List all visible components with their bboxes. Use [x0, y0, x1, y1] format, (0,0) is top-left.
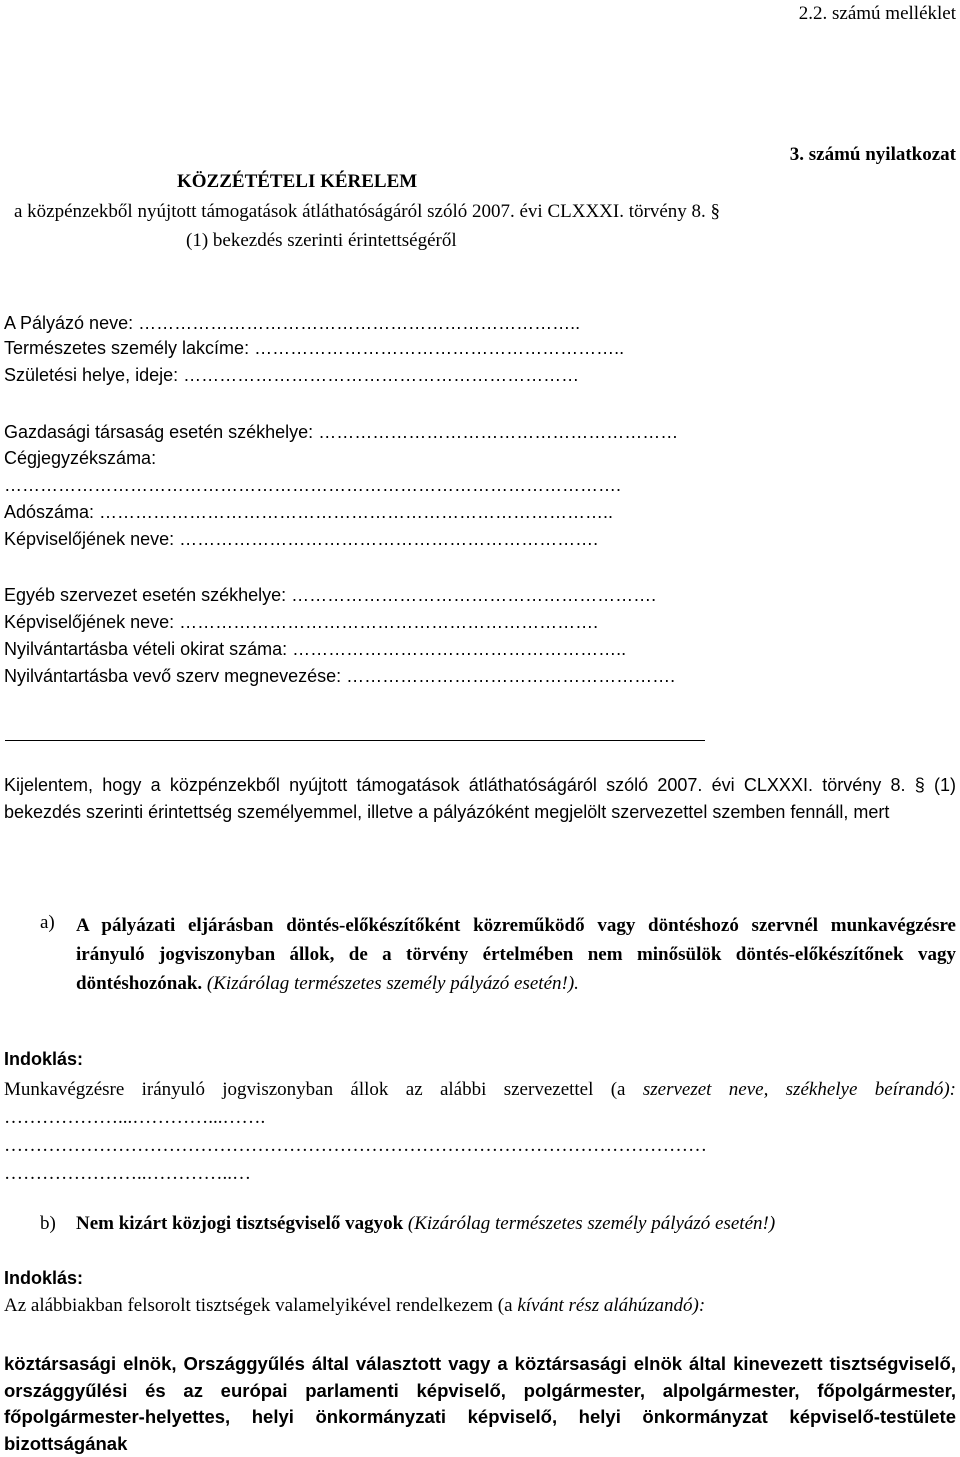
- item-b-italic-text: (Kizárólag természetes személy pályázó esetén!): [403, 1213, 776, 1234]
- field-fill-line[interactable]: …………………………………………………………….: [179, 612, 599, 632]
- document-subtitle-line2: (1) bekezdés szerinti érintettségéről: [186, 230, 457, 251]
- reasoning-a-heading: Indoklás:: [4, 1049, 84, 1069]
- field-label: Nyilvántartásba vevő szerv megnevezése:: [4, 666, 347, 686]
- field-label: Adószáma:: [4, 502, 100, 522]
- field-registration-number: [4, 637, 626, 661]
- reasoning-a-fill-1[interactable]: ………………...…………...…….: [4, 1107, 266, 1128]
- declaration-number: 3. számú nyilatkozat: [789, 144, 956, 165]
- field-company-registry-fill[interactable]: [4, 473, 621, 497]
- field-representative: [4, 527, 598, 551]
- field-fill-line[interactable]: ………………………………………………..: [292, 639, 627, 659]
- field-fill-line[interactable]: ……………………………………………………: [318, 422, 679, 442]
- reasoning-b-plain: Az alábbiakban felsorolt tisztségek valamelyikével rendelkezem (a: [4, 1295, 518, 1316]
- section-divider: [5, 740, 705, 741]
- field-other-representative: [4, 610, 598, 634]
- offices-list: köztársasági elnök, Országgyűlés által választott vagy a köztársasági elnök által kinevezett tisztségviselő, országgyűlési és az európai parlamenti képviselő, polgármester, alpolgármester, főpolgármester, főpolgármester-helyettes, helyi önkormányzati képviselő, helyi önkormányzat képviselő-testülete bizottságának: [4, 1353, 956, 1454]
- field-fill-line[interactable]: ……………………………………………………..: [254, 338, 625, 358]
- field-fill-line[interactable]: …………………………………………………………………………..: [99, 502, 614, 522]
- field-label: Természetes személy lakcíme:: [4, 338, 255, 358]
- item-a-text: [76, 911, 956, 998]
- document-subtitle-line1: a közpénzekből nyújtott támogatások átláthatóságáról szóló 2007. évi CLXXXI. törvény 8. §: [14, 201, 720, 222]
- field-label: Nyilvántartásba vételi okirat száma:: [4, 639, 293, 659]
- item-a-bold-text: A pályázati eljárásban döntés-előkészítőként közreműködő vagy döntéshozó szervnél munkavégzésre irányuló jogviszonyban állok, de a törvény értelmében nem minősülök döntés-előkészítőnek vagy döntéshozónak.: [76, 915, 956, 994]
- field-fill-line[interactable]: …………………………………………………………….: [179, 529, 599, 549]
- item-a-marker: a): [40, 912, 55, 933]
- item-b-text: [76, 1212, 775, 1236]
- document-title: KÖZZÉTÉTELI KÉRELEM: [177, 171, 418, 192]
- item-b-marker: b): [40, 1213, 56, 1234]
- field-registering-body: [4, 664, 675, 688]
- reasoning-a-text: [4, 1076, 956, 1132]
- field-label: Képviselőjének neve:: [4, 612, 180, 632]
- field-birth: [4, 363, 579, 387]
- declaration-text: Kijelentem, hogy a közpénzekből nyújtott támogatások átláthatóságáról szóló 2007. évi CLXXXI. törvény 8. § (1) bekezdés szerinti érintettség személyemmel, illetve a pályázóként megjelölt szervezettel szemben fennáll, mert: [4, 775, 956, 822]
- field-tax-number: [4, 500, 613, 524]
- field-other-seat: [4, 583, 656, 607]
- field-company-seat: [4, 420, 678, 444]
- field-label: Egyéb szervezet esetén székhelye:: [4, 585, 292, 605]
- reasoning-a-fill-3[interactable]: …………………..…………..…: [4, 1163, 251, 1184]
- field-fill-line[interactable]: …………………………………………………………: [183, 365, 580, 385]
- field-label: Gazdasági társaság esetén székhelye:: [4, 422, 319, 442]
- field-fill-line[interactable]: ………………………………………………………………..: [138, 313, 581, 333]
- field-applicant-name: [4, 311, 580, 335]
- reasoning-b-text: [4, 1294, 705, 1318]
- reasoning-a-italic: szervezet neve, székhelye beírandó):: [642, 1079, 956, 1100]
- annex-label: 2.2. számú melléklet: [798, 3, 956, 24]
- field-residence: [4, 336, 624, 360]
- field-label: A Pályázó neve:: [4, 313, 139, 333]
- field-company-registry: [4, 446, 156, 470]
- item-a-italic-text: (Kizárólag természetes személy pályázó esetén!).: [206, 973, 579, 994]
- field-fill-line[interactable]: …………………………………………………….: [291, 585, 657, 605]
- field-label: Születési helye, ideje:: [4, 365, 184, 385]
- reasoning-a-fill-2[interactable]: …………………………………………………………………………………………………: [4, 1135, 707, 1156]
- field-fill-line[interactable]: ………………………………………………………………………………………….: [4, 475, 622, 495]
- field-label: Képviselőjének neve:: [4, 529, 180, 549]
- reasoning-b-italic: kívánt rész aláhúzandó):: [517, 1295, 706, 1316]
- item-b-bold-text: Nem kizárt közjogi tisztségviselő vagyok: [76, 1213, 404, 1234]
- reasoning-b-heading: Indoklás:: [4, 1268, 84, 1288]
- field-label: Cégjegyzékszáma:: [4, 448, 157, 468]
- reasoning-a-plain: Munkavégzésre irányuló jogviszonyban állok az alábbi szervezettel (a: [4, 1079, 643, 1100]
- field-fill-line[interactable]: ……………………………………………….: [346, 666, 676, 686]
